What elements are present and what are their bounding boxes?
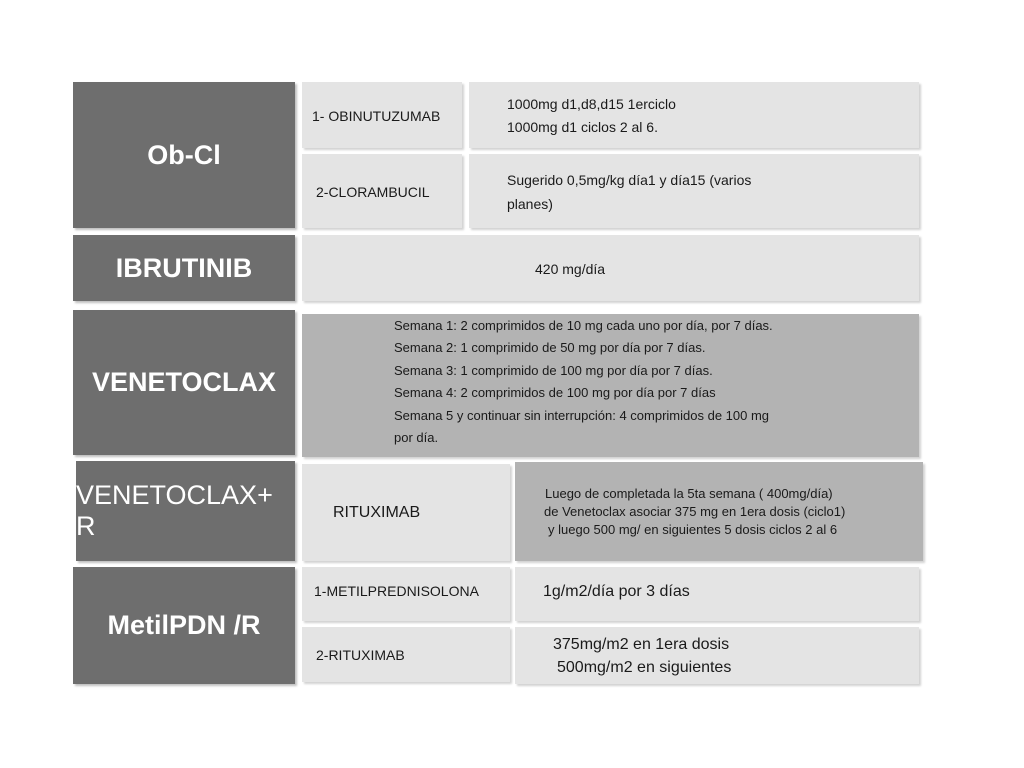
- venetoclax-week-line: por día.: [394, 430, 439, 445]
- metilpdn-dose2-line1: 375mg/m2 en 1era dosis: [553, 636, 730, 653]
- obcl-drug2: 2-CLORAMBUCIL: [316, 184, 430, 200]
- venetoclax-r-title: VENETOCLAX+ R: [76, 480, 273, 541]
- ibrutinib-dose: 420 mg/día: [535, 261, 606, 277]
- venetoclax-r-dose-line: de Venetoclax asociar 375 mg en 1era dosis (ciclo1): [544, 504, 846, 519]
- obcl-dose2-cell: [469, 154, 919, 228]
- metilpdn-drug2-cell: [302, 627, 510, 682]
- venetoclax-r-dose-cell: [515, 462, 923, 561]
- ibrutinib-title: IBRUTINIB: [115, 252, 253, 283]
- obcl-dose2-line1: Sugerido 0,5mg/kg día1 y día15 (varios: [507, 172, 752, 188]
- metilpdn-dose1: 1g/m2/día por 3 días: [543, 583, 690, 600]
- venetoclax-title: VENETOCLAX: [91, 367, 277, 397]
- metilpdn-dose2-cell: [515, 627, 919, 684]
- obcl-dose2-line2: planes): [507, 196, 553, 212]
- obcl-title-cell: [73, 82, 295, 228]
- obcl-dose1-cell: [469, 82, 919, 148]
- metilpdn-title: MetilPDN /R: [107, 610, 261, 640]
- venetoclax-schedule-cell: [302, 314, 919, 457]
- ibrutinib-title-cell: [73, 235, 295, 301]
- obcl-drug1: 1- OBINUTUZUMAB: [312, 108, 441, 124]
- venetoclax-week-line: Semana 3: 1 comprimido de 100 mg por día por 7 días.: [394, 363, 713, 378]
- obcl-drug1-cell: [302, 82, 462, 148]
- venetoclax-r-dose-line: y luego 500 mg/ en siguientes 5 dosis ciclos 2 al 6: [548, 522, 838, 537]
- metilpdn-drug1-cell: [302, 567, 510, 621]
- metilpdn-dose2-line2: 500mg/m2 en siguientes: [557, 659, 732, 676]
- metilpdn-drug2: 2-RITUXIMAB: [316, 647, 405, 663]
- venetoclax-week-line: Semana 4: 2 comprimidos de 100 mg por día por 7 días: [394, 385, 716, 400]
- obcl-title: Ob-Cl: [147, 139, 221, 170]
- venetoclax-r-dose-line: Luego de completada la 5ta semana ( 400mg/día): [545, 486, 833, 501]
- venetoclax-week-line: Semana 2: 1 comprimido de 50 mg por día por 7 días.: [394, 340, 706, 355]
- obcl-dose1-line2: 1000mg d1 ciclos 2 al 6.: [507, 119, 658, 135]
- metilpdn-drug1: 1-METILPREDNISOLONA: [314, 583, 479, 599]
- obcl-dose1-line1: 1000mg d1,d8,d15 1erciclo: [507, 96, 676, 112]
- obcl-drug2-cell: [302, 154, 462, 228]
- ibrutinib-dose-cell: [302, 235, 919, 301]
- venetoclax-r-drug: RITUXIMAB: [333, 504, 421, 521]
- metilpdn-dose1-cell: [515, 567, 919, 621]
- venetoclax-title-cell: [73, 310, 295, 455]
- venetoclax-r-title-cell: [76, 461, 295, 561]
- venetoclax-week-line: Semana 1: 2 comprimidos de 10 mg cada uno por día, por 7 días.: [394, 318, 773, 333]
- venetoclax-r-drug-cell: [302, 464, 510, 561]
- venetoclax-week-line: Semana 5 y continuar sin interrupción: 4 comprimidos de 100 mg: [394, 408, 770, 423]
- metilpdn-title-cell: [73, 567, 295, 684]
